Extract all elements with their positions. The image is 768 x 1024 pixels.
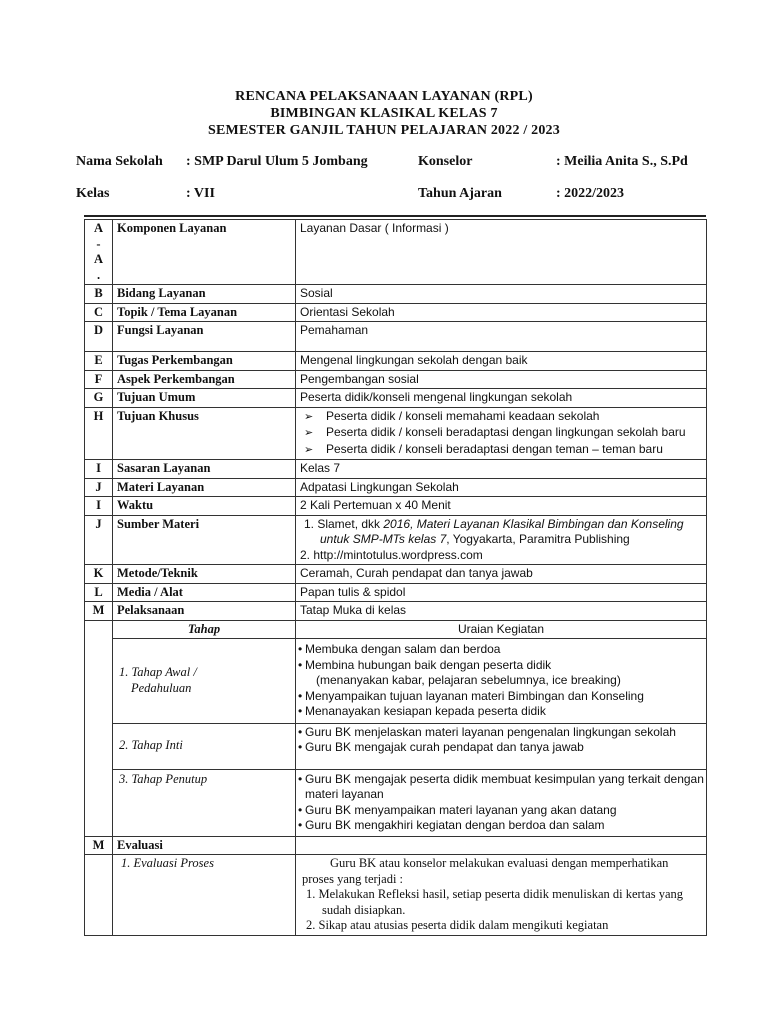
stage-awal-label: 1. Tahap Awal / Pedahuluan	[113, 639, 296, 724]
row-code: G	[85, 389, 113, 408]
row-value	[296, 407, 707, 460]
row-label: Komponen Layanan	[113, 220, 296, 285]
table-row	[85, 602, 707, 621]
table-row	[85, 285, 707, 304]
row-label: Tujuan Umum	[113, 389, 296, 408]
row-value: Kelas 7	[296, 460, 707, 479]
source-item: 1. Slamet, dkk 2016, Materi Layanan Klasikal Bimbingan dan Konseling untuk SMP-MTs kelas 7, Yogyakarta, Paramitra Publishing	[304, 516, 684, 546]
row-code: M	[85, 836, 113, 855]
spacer-cell	[85, 769, 113, 836]
row-value: Pemahaman	[296, 322, 707, 352]
table-row	[85, 303, 707, 322]
list-item: (menanyakan kabar, pelajaran sebelumnya, ice breaking)	[316, 673, 621, 687]
row-code: C	[85, 303, 113, 322]
table-row	[85, 639, 707, 724]
counselor-label: Konselor	[418, 154, 473, 169]
row-label: Metode/Teknik	[113, 565, 296, 584]
list-item: ➢ Peserta didik / konseli beradaptasi dengan lingkungan sekolah baru	[300, 425, 702, 442]
stage-header-uraian: Uraian Kegiatan	[296, 620, 707, 639]
list-item: • Guru BK menyampaikan materi layanan yang akan datang	[298, 803, 704, 819]
table-row	[85, 836, 707, 855]
table-row	[85, 855, 707, 936]
table-row	[85, 460, 707, 479]
list-item: • Guru BK menjelaskan materi layanan pengenalan lingkungan sekolah	[298, 725, 704, 741]
row-value	[296, 515, 707, 565]
list-item: ➢ Peserta didik / konseli beradaptasi dengan teman – teman baru	[300, 442, 702, 459]
row-label: Topik / Tema Layanan	[113, 303, 296, 322]
row-code: E	[85, 352, 113, 371]
table-row	[85, 497, 707, 516]
evaluasi-proses-label: 1. Evaluasi Proses	[113, 855, 296, 936]
table-row	[85, 478, 707, 497]
class-label: Kelas	[76, 186, 110, 201]
doc-title-line1: RENCANA PELAKSANAAN LAYANAN (RPL)	[235, 89, 533, 104]
row-label: Materi Layanan	[113, 478, 296, 497]
row-value	[296, 836, 707, 855]
year-value: : 2022/2023	[556, 186, 625, 201]
table-row	[85, 723, 707, 769]
table-row	[85, 583, 707, 602]
row-value: 2 Kali Pertemuan x 40 Menit	[296, 497, 707, 516]
row-code: D	[85, 322, 113, 352]
table-row	[85, 515, 707, 565]
row-label: Fungsi Layanan	[113, 322, 296, 352]
table-row	[85, 370, 707, 389]
rpl-table	[84, 219, 707, 936]
stage-inti-activities	[296, 723, 707, 769]
year-label: Tahun Ajaran	[418, 186, 502, 201]
table-row	[85, 407, 707, 460]
spacer-cell	[85, 639, 113, 724]
row-label: Sumber Materi	[113, 515, 296, 565]
list-item: • Menyampaikan tujuan layanan materi Bimbingan dan Konseling	[298, 689, 704, 705]
stage-penutup-label: 3. Tahap Penutup	[113, 769, 296, 836]
row-code: I	[85, 497, 113, 516]
list-item: 2. Sikap atau atusias peserta didik dalam mengikuti kegiatan	[306, 918, 609, 932]
row-code: B	[85, 285, 113, 304]
row-value: Mengenal lingkungan sekolah dengan baik	[296, 352, 707, 371]
school-value: : SMP Darul Ulum 5 Jombang	[186, 154, 368, 169]
row-value: Papan tulis & spidol	[296, 583, 707, 602]
class-value: : VII	[186, 186, 215, 201]
stage-penutup-activities	[296, 769, 707, 836]
row-label: Bidang Layanan	[113, 285, 296, 304]
row-value: Ceramah, Curah pendapat dan tanya jawab	[296, 565, 707, 584]
row-value: Sosial	[296, 285, 707, 304]
row-label: Pelaksanaan	[113, 602, 296, 621]
list-item: • Guru BK mengajak peserta didik membuat kesimpulan yang terkait dengan materi layanan	[298, 772, 704, 803]
list-item: • Menanayakan kesiapan kepada peserta didik	[298, 704, 704, 720]
counselor-value: : Meilia Anita S., S.Pd	[556, 154, 688, 169]
table-row	[85, 620, 707, 639]
row-value: Layanan Dasar ( Informasi )	[296, 220, 707, 285]
row-code: J	[85, 478, 113, 497]
evaluasi-intro: Guru BK atau konselor melakukan evaluasi dengan memperhatikan proses yang terjadi :	[302, 856, 669, 886]
school-label: Nama Sekolah	[76, 154, 163, 169]
row-label: Media / Alat	[113, 583, 296, 602]
row-code: M	[85, 602, 113, 621]
source-link[interactable]: 2. http://mintotulus.wordpress.com	[300, 547, 483, 562]
row-value: Adpatasi Lingkungan Sekolah	[296, 478, 707, 497]
spacer-cell	[85, 855, 113, 936]
stage-awal-activities	[296, 639, 707, 724]
row-value: Orientasi Sekolah	[296, 303, 707, 322]
table-row	[85, 220, 707, 285]
row-code: K	[85, 565, 113, 584]
row-label: Waktu	[113, 497, 296, 516]
row-value: Pengembangan sosial	[296, 370, 707, 389]
row-label: Tujuan Khusus	[113, 407, 296, 460]
evaluasi-proses-content	[296, 855, 707, 936]
row-code: H	[85, 407, 113, 460]
table-row	[85, 769, 707, 836]
table-row	[85, 565, 707, 584]
row-code: L	[85, 583, 113, 602]
stage-inti-label: 2. Tahap Inti	[113, 723, 296, 769]
stage-header-tahap: Tahap	[113, 620, 296, 639]
list-item: • Membina hubungan baik dengan peserta didik	[298, 658, 704, 674]
table-top-rule	[84, 215, 706, 217]
list-item: ➢ Peserta didik / konseli memahami keadaan sekolah	[300, 409, 702, 426]
table-row	[85, 322, 707, 352]
spacer-cell	[85, 620, 113, 639]
doc-title-line3: SEMESTER GANJIL TAHUN PELAJARAN 2022 / 2023	[208, 123, 560, 138]
doc-title-line2: BIMBINGAN KLASIKAL KELAS 7	[270, 106, 498, 121]
row-value: Tatap Muka di kelas	[296, 602, 707, 621]
list-item: • Membuka dengan salam dan berdoa	[298, 642, 704, 658]
row-code: A - A .	[85, 220, 113, 285]
list-item: • Guru BK mengakhiri kegiatan dengan berdoa dan salam	[298, 818, 704, 834]
row-label: Evaluasi	[113, 836, 296, 855]
spacer-cell	[85, 723, 113, 769]
row-code: J	[85, 515, 113, 565]
list-item: 1. Melakukan Refleksi hasil, setiap peserta didik menuliskan di kertas yang sudah disiapkan.	[306, 887, 683, 917]
row-label: Aspek Perkembangan	[113, 370, 296, 389]
row-value: Peserta didik/konseli mengenal lingkungan sekolah	[296, 389, 707, 408]
row-label: Tugas Perkembangan	[113, 352, 296, 371]
row-code: F	[85, 370, 113, 389]
table-row	[85, 389, 707, 408]
table-row	[85, 352, 707, 371]
list-item: • Guru BK mengajak curah pendapat dan tanya jawab	[298, 740, 704, 756]
row-label: Sasaran Layanan	[113, 460, 296, 479]
row-code: I	[85, 460, 113, 479]
